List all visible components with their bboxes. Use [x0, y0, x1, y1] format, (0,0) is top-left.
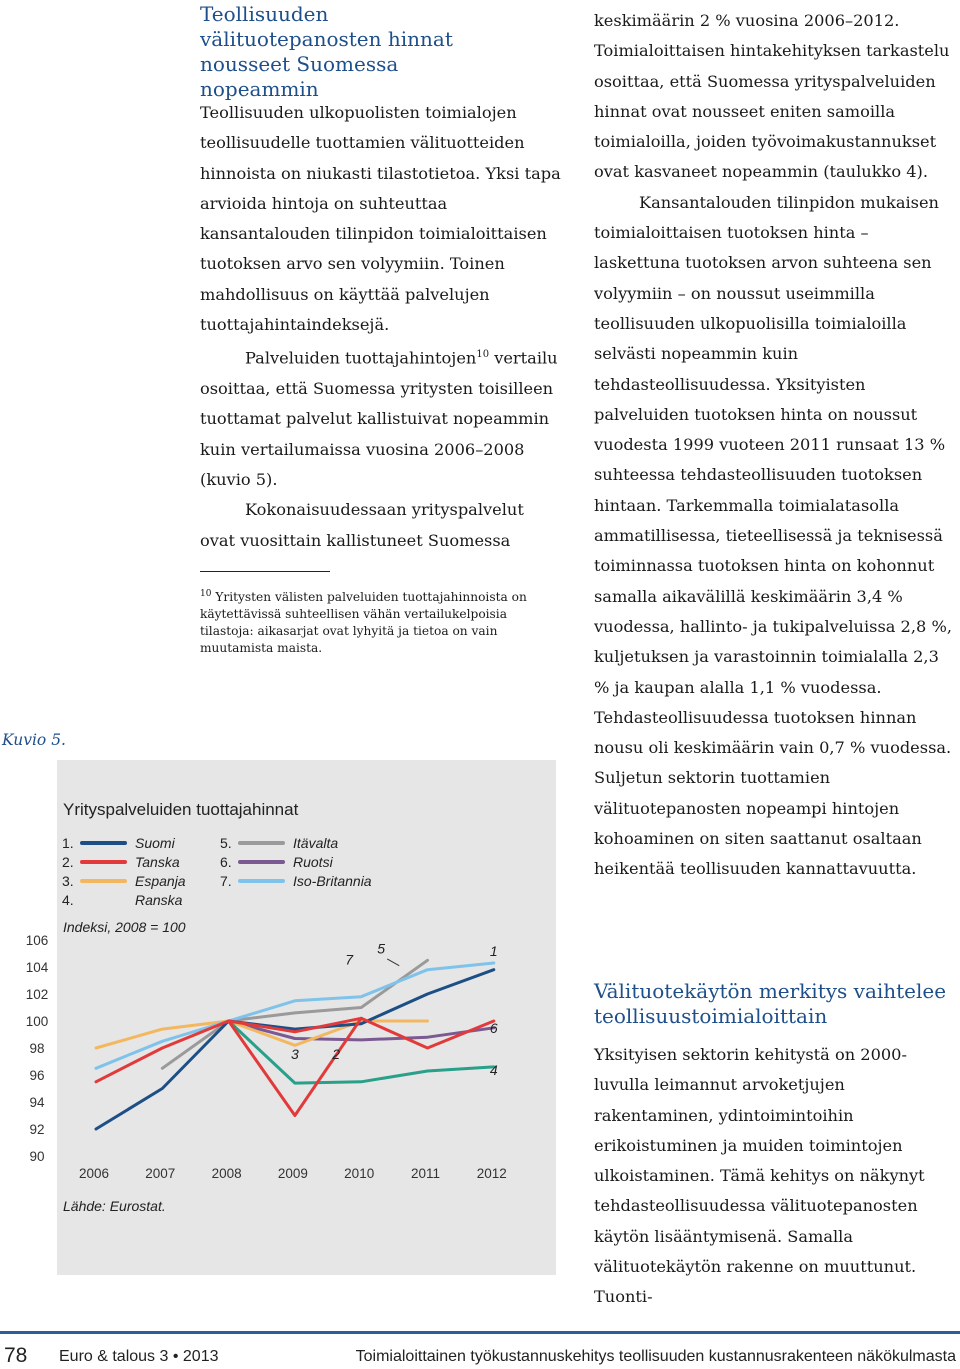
series-label: 1 — [489, 943, 498, 960]
y-tick-label: 90 — [29, 1149, 45, 1164]
x-tick-label: 2009 — [277, 1166, 308, 1181]
legend-item: 2. Tanska — [62, 853, 180, 870]
legend-item: 7. Iso-Britannia — [220, 872, 372, 889]
article-title: Toimialoittainen työkustannuskehitys teollisuuden kustannusrakenteen näkökulmasta — [355, 1348, 956, 1365]
paragraph: Kansantalouden tilinpidon mukaisen toimialoittaisen tuotoksen hinta – laskettuna tuotoksen arvon suhteena sen volyymiin – on noussut useimmilla teollisuuden ulkopuolisilla toimialoilla selvästi nopeammin kuin tehdasteollisuudessa. Yksityisten palveluiden tuotoksen hinta on noussut vuodesta 1999 vuoteen 2011 runsaat 13 % suhteessa tehdasteollisuuden tuotoksen hintaan. Tarkemmalla toimialatasolla ammatillisessa, tieteellisessä ja teknisessä toiminnassa tuotoksen hinta on kohonnut samalla aikavälillä keskimäärin 3,4 % vuodessa, hallinto- ja tukipalveluissa 2,8 %, kuljetuksen ja varastoinnin toimialalla 2,3 % ja kaupan alalla 1,1 % vuodessa. Tehdasteollisuudessa tuotoksen hinnan nousu oli keskimäärin vain 0,7 % vuodessa. Suljetun sektorin tuottamien välituotepanosten nopeampi hintojen kohoaminen on siten saattanut osaltaan heikentää teollisuuden kannattavuutta. — [594, 192, 952, 879]
section-heading: Välituotekäytön merkitys vaihtelee teollisuustoimialoittain — [594, 979, 947, 1028]
right-body-2 — [594, 1040, 956, 1313]
x-tick-label: 2010 — [344, 1166, 375, 1181]
paragraph: keskimäärin 2 % vuosina 2006–2012. Toimialoittaisen hintakehityksen tarkastelu osoittaa, että Suomessa yrityspalveluiden hinnat ovat nousseet eniten samoilla toimialoilla, joiden työvoimakustannukset ovat kasvaneet nopeammin (taulukko 4). — [594, 11, 950, 182]
figure-label: Kuvio 5. — [2, 731, 66, 749]
publication-name: Euro & talous 3 • 2013 — [59, 1348, 219, 1365]
y-tick-label: 98 — [29, 1041, 45, 1056]
x-tick-label: 2012 — [476, 1166, 507, 1181]
legend-item: 1. Suomi — [62, 834, 175, 851]
section-heading: Teollisuuden välituotepanosten hinnat nousseet Suomessa nopeammin — [200, 2, 453, 101]
x-tick-label: 2006 — [78, 1166, 110, 1181]
legend-item: 3. Espanja — [62, 872, 186, 889]
y-tick-label: 104 — [25, 960, 49, 975]
y-axis-title: Indeksi, 2008 = 100 — [63, 919, 186, 935]
y-tick-label: 102 — [25, 987, 49, 1002]
legend-item: 5. Itävalta — [220, 834, 339, 851]
y-tick-label: 106 — [25, 933, 49, 948]
y-tick-label: 96 — [29, 1068, 45, 1083]
leader-line — [387, 959, 399, 966]
paragraph: Kokonaisuudessaan yrityspalvelut ovat vuosittain kallistuneet Suomessa — [200, 500, 524, 550]
series-label: 5 — [377, 940, 386, 957]
paragraph: Palveluiden tuottajahintojen$^{10}$ vertailu osoittaa, että Suomessa yritysten toisilleen tuottamat palvelut kallistuivat nopeammin kuin vertailumaissa vuosina 2006–2008 (kuvio 5). — [200, 348, 558, 489]
series-label: 7 — [345, 951, 354, 968]
footnote-number: 10 — [200, 589, 212, 599]
legend-item: 6. Ruotsi — [220, 853, 333, 870]
chart-source: Lähde: Eurostat. — [63, 1198, 166, 1214]
paragraph: Yksityisen sektorin kehitystä on 2000-luvulla leimannut arvoketjujen rakentaminen, ydintoimintoihin erikoistuminen ja muiden toimintojen ulkoistaminen. Tämä kehitys on näkynyt tehdasteollisuudessa välituotepanosten käytön lisääntymisenä. Samalla välituotekäytön rakenne on muuttunut. Tuonti- — [594, 1045, 925, 1307]
legend-item: 4. Ranska — [62, 891, 183, 908]
series-label: 2 — [332, 1045, 341, 1062]
page-number: 78 — [4, 1344, 28, 1367]
y-tick-label: 92 — [29, 1122, 45, 1137]
y-tick-label: 100 — [25, 1014, 49, 1029]
series-label: 4 — [489, 1062, 498, 1078]
x-tick-label: 2007 — [145, 1166, 176, 1181]
footnote-ref: 10 — [476, 349, 490, 361]
paragraph: Teollisuuden ulkopuolisten toimialojen teollisuudelle tuottamien välituotteiden hinnoista on niukasti tilastotietoa. Yksi tapa arvioida hintoja on suhteuttaa kansantalouden tilinpidon toimialoittaisen tuotoksen arvo sen volyymiin. Toinen mahdollisuus on käyttää palvelujen tuottajahintaindeksejä. — [200, 103, 561, 335]
chart-title: Yrityspalveluiden tuottajahinnat — [63, 800, 299, 819]
series-label: 6 — [489, 1020, 498, 1037]
x-tick-label: 2011 — [410, 1166, 441, 1181]
footer-rule — [0, 1331, 960, 1334]
x-tick-label: 2008 — [211, 1166, 242, 1181]
series-label: 3 — [291, 1045, 299, 1062]
right-body — [594, 6, 956, 885]
footnote: $^{10}$ Yritysten välisten palveluiden tuottajahinnoista on käytettävissä suhteellisen vähän vertailukelpoisia tilastoja: aikasarjat ovat lyhyitä ja tietoa on vain muutamista maista. — [200, 589, 527, 656]
y-tick-label: 94 — [29, 1095, 45, 1110]
